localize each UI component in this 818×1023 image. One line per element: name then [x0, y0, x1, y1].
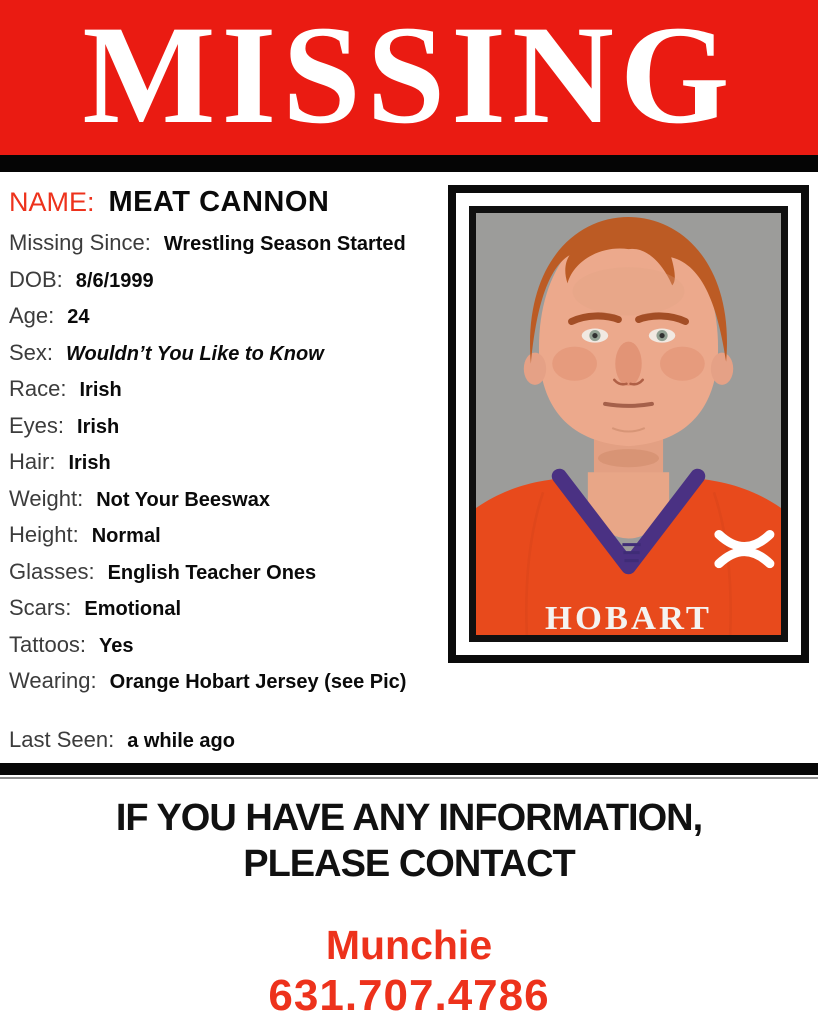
field-row	[9, 558, 447, 587]
info-column	[9, 185, 447, 765]
field-value: Irish	[68, 452, 111, 474]
field-value: 8/6/1999	[75, 269, 154, 292]
field-value: 24	[67, 306, 90, 328]
field-label: Wearing:	[9, 668, 97, 693]
field-label: Age:	[9, 303, 55, 328]
field-label: Scars:	[9, 595, 72, 620]
field-value: Emotional	[84, 598, 182, 620]
missing-person-photo	[476, 213, 781, 635]
name-row	[9, 185, 447, 219]
field-row	[9, 339, 447, 368]
name-value: MEAT CANNON	[108, 186, 330, 218]
field-row	[9, 305, 447, 331]
section-divider-thin	[0, 777, 818, 779]
name-label: NAME:	[9, 187, 95, 217]
field-value: Normal	[91, 525, 161, 547]
contact-name: Munchie	[325, 922, 493, 968]
cheek-left	[552, 347, 597, 381]
field-row	[9, 412, 447, 441]
field-value: Irish	[77, 415, 120, 438]
field-value: Orange Hobart Jersey (see Pic)	[109, 671, 407, 693]
mouth	[605, 404, 652, 406]
contact-phone: 631.707.4786	[268, 971, 550, 1020]
field-row	[9, 670, 447, 696]
last-seen-value: a while ago	[127, 729, 235, 752]
contact-line-1: IF YOU HAVE ANY INFORMATION,	[115, 797, 703, 839]
field-label: Hair:	[9, 449, 56, 474]
last-seen-row	[9, 726, 447, 755]
field-label: Missing Since:	[9, 230, 151, 255]
poster-title: MISSING	[82, 0, 736, 153]
last-seen-label: Last Seen:	[9, 726, 115, 752]
jersey-text: HOBART	[545, 599, 712, 635]
contact-section	[0, 795, 818, 1023]
field-label: Glasses:	[9, 558, 95, 584]
field-row	[9, 232, 447, 258]
banner-divider	[0, 155, 818, 172]
field-row	[9, 451, 447, 477]
contact-line-2: PLEASE CONTACT	[243, 843, 575, 885]
forehead-tone	[573, 267, 685, 315]
pupil-right	[659, 333, 664, 338]
field-label: DOB:	[9, 266, 63, 292]
ear-left	[524, 353, 546, 385]
section-divider	[0, 763, 818, 775]
field-value: Irish	[79, 379, 122, 401]
field-value: English Teacher Ones	[107, 561, 317, 584]
field-label: Eyes:	[9, 412, 65, 438]
pupil-left	[592, 333, 597, 338]
field-label: Race:	[9, 376, 67, 401]
photo-frame	[448, 185, 809, 663]
field-row	[9, 631, 447, 660]
ear-right	[711, 353, 733, 385]
neck-shadow	[598, 449, 659, 467]
field-row	[9, 524, 447, 550]
field-row	[9, 378, 447, 404]
field-row	[9, 485, 447, 514]
field-rows	[9, 232, 447, 696]
photo-inner-border	[469, 206, 788, 642]
field-label: Weight:	[9, 485, 84, 511]
banner	[0, 0, 818, 155]
cheek-right	[660, 347, 705, 381]
field-label: Tattoos:	[9, 631, 87, 657]
field-value: Wrestling Season Started	[163, 233, 406, 255]
field-value: Not Your Beeswax	[96, 488, 270, 511]
field-label: Sex:	[9, 339, 54, 365]
field-row	[9, 597, 447, 623]
nose-flush	[615, 342, 641, 386]
field-row	[9, 266, 447, 295]
field-value: Yes	[99, 634, 134, 657]
field-value: Wouldn’t You Like to Know	[66, 342, 324, 365]
field-label: Height:	[9, 522, 79, 547]
